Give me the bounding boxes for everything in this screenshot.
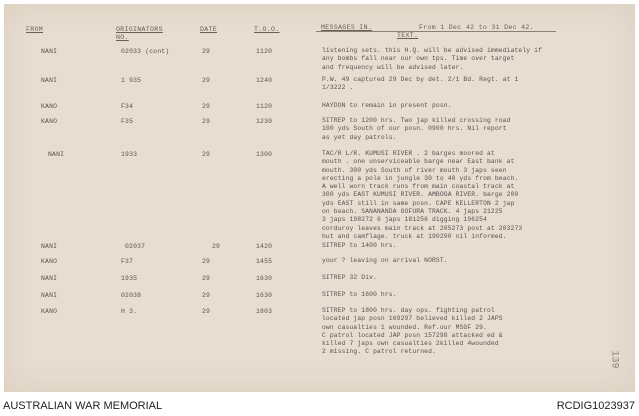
header-originators	[116, 26, 176, 42]
row-time: 1420	[256, 243, 273, 250]
row-originator-no: 02037	[125, 243, 146, 250]
row-from: NANI	[41, 275, 58, 282]
row-from: KANO	[41, 258, 58, 265]
row-originator-no: F37	[121, 258, 134, 265]
footer-institution: AUSTRALIAN WAR MEMORIAL	[3, 400, 163, 412]
message-line: SITREP to 1200 hrs. Two jap killed crossing road	[322, 117, 511, 124]
row-time: 1120	[256, 48, 273, 55]
row-from: NANI	[41, 48, 58, 55]
row-from: KANO	[41, 118, 58, 125]
row-time: 1120	[256, 103, 273, 110]
message-line: mouth. 300 yds South of river mouth 3 japs seen	[322, 166, 507, 174]
row-originator-no: H 3.	[121, 308, 138, 315]
row-date: 29	[202, 77, 211, 84]
message-line: killed 7 japs own casualties 2killed 4wounded	[322, 340, 499, 348]
row-originator-no: 1 935	[121, 77, 142, 84]
row-time: 1803	[256, 308, 273, 315]
message-line: 3 japs 198272 6 japs 181256 digging 196254	[322, 216, 488, 224]
message-line: 2 missing. C patrol returned.	[322, 348, 436, 356]
message-line: corduroy leaves main track at 205273 post at 203273	[322, 224, 523, 232]
message-line: and frequency will be advised later.	[322, 63, 464, 71]
message-line: your ? leaving on arrival NORST.	[322, 257, 448, 264]
row-from: KANO	[41, 103, 58, 110]
row-message-text	[322, 274, 377, 282]
row-date: 29	[202, 258, 211, 265]
row-originator-no: F34	[121, 103, 134, 110]
message-line: on beach. SANANANDA GOFURA TRACK. 4 japs 21225	[322, 208, 503, 216]
row-message-text	[322, 150, 522, 241]
row-message-text	[322, 47, 542, 72]
row-time: 1230	[256, 118, 273, 125]
message-line: TAC/R L/R. KUMUSI RIVER . 2 barges moored at	[322, 150, 495, 157]
message-line: any bombs fall near our own tps. Time over target	[322, 55, 515, 63]
row-from: KANO	[41, 308, 58, 315]
row-from: NANI	[41, 292, 58, 299]
message-line: 1/3222 .	[322, 84, 354, 92]
message-line: own casualties 1 wounded. Ref.our MSGF 29.	[322, 323, 488, 331]
archive-footer	[0, 396, 639, 416]
page-number: 139	[608, 350, 620, 369]
row-time: 1630	[256, 275, 273, 282]
row-message-text	[322, 257, 448, 265]
row-time: 1630	[256, 292, 273, 299]
message-line: hut and camflage. truck at 190290 nil informed.	[322, 232, 507, 240]
message-line: A well worn track runs from main coastal track at	[322, 183, 515, 191]
row-date: 29	[202, 292, 211, 299]
row-originator-no: 02038	[121, 292, 142, 299]
row-from: NANI	[41, 77, 58, 84]
row-message-text	[322, 242, 397, 250]
row-from: NANI	[48, 151, 65, 158]
document-sheet	[4, 4, 635, 392]
header-too: T.O.O.	[254, 26, 280, 33]
row-date: 29	[202, 308, 211, 315]
footer-record-id: RCDIG1023937	[556, 400, 635, 412]
row-message-text	[322, 291, 397, 299]
header-text: TEXT.	[397, 32, 419, 39]
message-line: listening sets. this H.Q. will be advised immediately if	[322, 47, 543, 54]
header-date: DATE	[200, 26, 218, 33]
row-date: 29	[212, 243, 221, 250]
message-line: P.W. 49 captured 29 Dec by det. 2/1 Bd. Regt. at 1	[322, 76, 519, 83]
row-date: 29	[202, 118, 211, 125]
row-originator-no: 1935	[121, 275, 138, 282]
message-line: C patrol located JAP posn 157298 attacked ed &	[322, 331, 503, 339]
row-time: 1455	[256, 258, 273, 265]
message-line: SITREP to 1600 hrs.	[322, 291, 397, 298]
message-line: mouth . one unserviceable barge near East bank at	[322, 158, 515, 166]
header-originators-no: ORIGINATORS NO.	[116, 26, 163, 41]
message-line: located jap posn 169297 believed killed 2 JAPS	[322, 315, 503, 323]
message-line: yds EAST still in same posn. CAPE KELLERTON 2 jap	[322, 199, 515, 207]
row-message-text	[322, 307, 503, 357]
row-originator-no: F35	[121, 118, 134, 125]
header-messages-in: MESSAGES IN.	[321, 24, 373, 31]
row-message-text	[322, 117, 511, 142]
message-line: as yet day patrols.	[322, 133, 397, 141]
header-from: FROM	[26, 26, 44, 33]
row-date: 29	[202, 103, 211, 110]
row-date: 29	[202, 151, 211, 158]
row-message-text	[322, 76, 518, 93]
row-from: NANI	[41, 243, 58, 250]
row-time: 1300	[256, 151, 273, 158]
row-time: 1240	[256, 77, 273, 84]
row-date: 29	[202, 275, 211, 282]
row-message-text	[322, 102, 452, 110]
message-line: HAYDON to remain in present posn.	[322, 102, 452, 109]
header-period: From 1 Dec 42 to 31 Dec 42.	[419, 24, 534, 31]
message-line: SITREP 32 Div.	[322, 274, 378, 281]
row-originator-no: 02033 (cont)	[121, 48, 170, 55]
message-line: 300 yds EAST KUMUSI RIVER. AMBOGA RIVER. barge 200	[322, 191, 519, 199]
message-line: 100 yds South of our posn. 0900 hrs. Nil report	[322, 125, 507, 133]
row-originator-no: 1933	[121, 151, 138, 158]
header-rule	[316, 31, 556, 32]
message-line: SITREP to 1400 hrs.	[322, 242, 397, 249]
message-line: erecting a pole in jungle 30 to 40 yds from beach.	[322, 174, 519, 182]
row-date: 29	[202, 48, 211, 55]
message-line: SITREP to 1800 hrs. day ops. fighting patrol	[322, 307, 495, 314]
